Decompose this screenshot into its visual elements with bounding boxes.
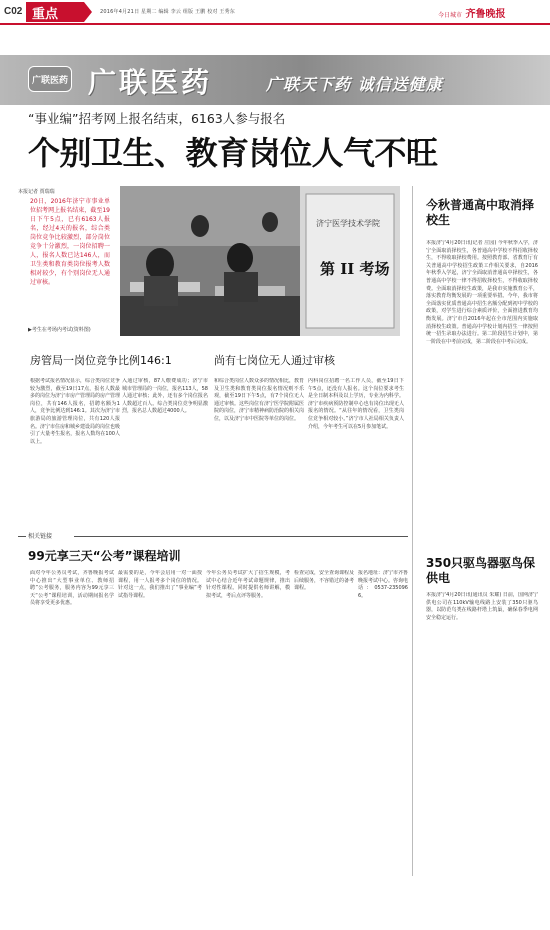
related-column-3: 今年公务员考试扩大了招生规模，考试中心结合近年考试命题规律，推出针对性课程。同时提供名师讲解，模拟考试，考后点评等服务。 — [206, 570, 290, 599]
logo-prefix: 今日城市 — [438, 12, 463, 19]
article-column-2: 入通过审核，87人缴费成功；济宁市城市管理局的一岗位，报名113人，58人通过审核；此外，还有多个岗位报名人数超过百人。综合类岗位竞争明显激烈，报名总人数超过4000人。 — [122, 378, 208, 415]
article-column-4: 内科岗位招聘一名工作人员，截至19日下午5点，还没有人报名。这个岗位要求考生是全日制本科及以上学历，专业为内科学。济宁市疾病预防控制中心也有岗位出现无人报名的情况。“从往年的情况看，卫生类岗位竞争相对较小。”济宁市人社局相关负责人介绍，今年考生可以在5月参加笔试。 — [308, 378, 404, 430]
lead-headline: 个别卫生、教育岗位人气不旺 — [28, 134, 438, 172]
article-column-3: 和综合类岗位人数众多的情况相比，教育及卫生类和教育类岗位报名情况则不乐观，截至19日下午5点，有7个岗位无人通过审核。这些岗位有济宁医学院附属医院的岗位，济宁市精神病防治院的相关岗位，以及济宁市中医院等单位的岗位。 — [214, 378, 304, 422]
photo-caption: ▶考生在考场内考试(资料图) — [28, 327, 91, 333]
sidebar-story-2-body: 本报济宁4月20日讯(通讯员 朱耀) 日前，国网济宁供电公司在110kV输电线路上安装了350只驱鸟器，以防范鸟类在线路杆塔上筑巢，确保春季电网安全稳定运行。 — [426, 592, 538, 621]
related-tag: 相关链接 — [26, 531, 74, 541]
section-tag-arrow — [84, 2, 92, 22]
subhead-housing-bureau: 房管局一岗位竞争比例146:1 — [30, 354, 172, 367]
newspaper-logo — [438, 5, 506, 20]
related-column-1: 面对今年公务员考试，齐鲁晚报考试中心推出“大型事业单位、教师招聘”公考服务，服务内容为99元享三天“公考”课程培训，活动期间报名学员将享受更多优惠。 — [30, 570, 114, 607]
lead-byline: 本报记者 贾瑞瑞 — [18, 189, 55, 195]
related-column-4: 检查完成，安全查询课程及后续服务，不容错过的备考课程。 — [294, 570, 354, 592]
related-column-2: 最需要的是，今年会启用一对一面授课程，用一人报考多个岗位的情况。针对这一点，我们推出了“事业编”考试指导课程。 — [118, 570, 202, 599]
page-number: C02 — [4, 6, 23, 17]
sidebar-divider — [412, 186, 413, 876]
photo-illustration — [120, 186, 400, 336]
section-tag — [26, 2, 84, 22]
related-column-5: 报名地址：济宁市齐鲁晚报考试中心。咨询电话：0537-2350966。 — [358, 570, 408, 599]
ad-title: 广联医药 — [88, 66, 213, 99]
photo-sign-room: 第 II 考场 — [320, 260, 390, 278]
section-label: 重点 — [32, 6, 59, 22]
header-divider — [0, 23, 550, 25]
lead-kicker: “事业编”招考网上报名结束，6163人参与报名 — [28, 111, 286, 126]
edition-info: 2016年4月21日 星期二 编辑 李云 组版 王鹏 校对 王秀东 — [100, 9, 235, 15]
exam-room-photo — [120, 186, 400, 336]
sidebar-story-1-title: 今秋普通高中取消择校生 — [426, 198, 535, 227]
sidebar-story-1-body: 本报济宁4月20日讯(记者 庄园) 今年秋季入学，济宁全面取消择校生，各普通高中学校不得招收择校生，不得收取择校费用。按照教育部、省教育厅有关普通高中学校招生政策工作相关要求，自2016年秋季入学起，济宁全面取消普通高中择校生，各普通高中学校一律不得招收择校生，不得收取择校费。全面取消择校生政策，是我市实施教育公平，落实教育均衡发展的一项重要举措。今年，我市将全面落实优质普通高中招生名额分配到初中学校的政策，对学生进行综合素质评价，全面推进教育均衡发展。济宁市自2016年起在全市范围内实施取消择校生政策。普通高中学校计划内招生一律按照统一招生录取办法进行。第二阶段招生计划中，第一阶段在中考前完成，第二阶段在中考后完成。 — [426, 240, 538, 345]
related-divider — [18, 536, 408, 537]
lead-intro-text: 20日，2016年济宁市事业单位招考网上报名结束，截至19日下午5点，已有6163人报名，经过4天的报名，综合类岗位竞争比较激烈，部分岗位竞争十分激烈，一岗位招聘一人，报名人数已达146人，而卫生类和教育类岗位报考人数相对较少，有个别岗位无人通过审核。 — [30, 198, 110, 286]
ad-logo-badge: 广联医药 — [28, 66, 72, 92]
subhead-no-approval: 尚有七岗位无人通过审核 — [214, 354, 335, 367]
article-column-1: 根据考试报名情况显示，综合类岗位竞争较为激烈，截至19日17点，报名人数最多的岗位为济宁市房产管理局的房产管理岗位，共有146人报名，招聘名额为1人，竞争比例达到146:1。其次为济宁市旅游局的旅游管理岗位，共有120人报名。济宁市住房和城乡建设局的岗位也吸引了大量考生报名，报名人数均在100人以上。 — [30, 378, 120, 445]
ad-slogan: 广联天下药 诚信送健康 — [266, 75, 443, 94]
photo-sign-text: 济宁医学技术学院 — [316, 219, 380, 228]
logo-text: 齐鲁晚报 — [465, 9, 506, 20]
related-headline: 99元享三天“公考”课程培训 — [28, 549, 181, 563]
sidebar-story-2-title: 350只驱鸟器驱鸟保供电 — [426, 556, 536, 585]
